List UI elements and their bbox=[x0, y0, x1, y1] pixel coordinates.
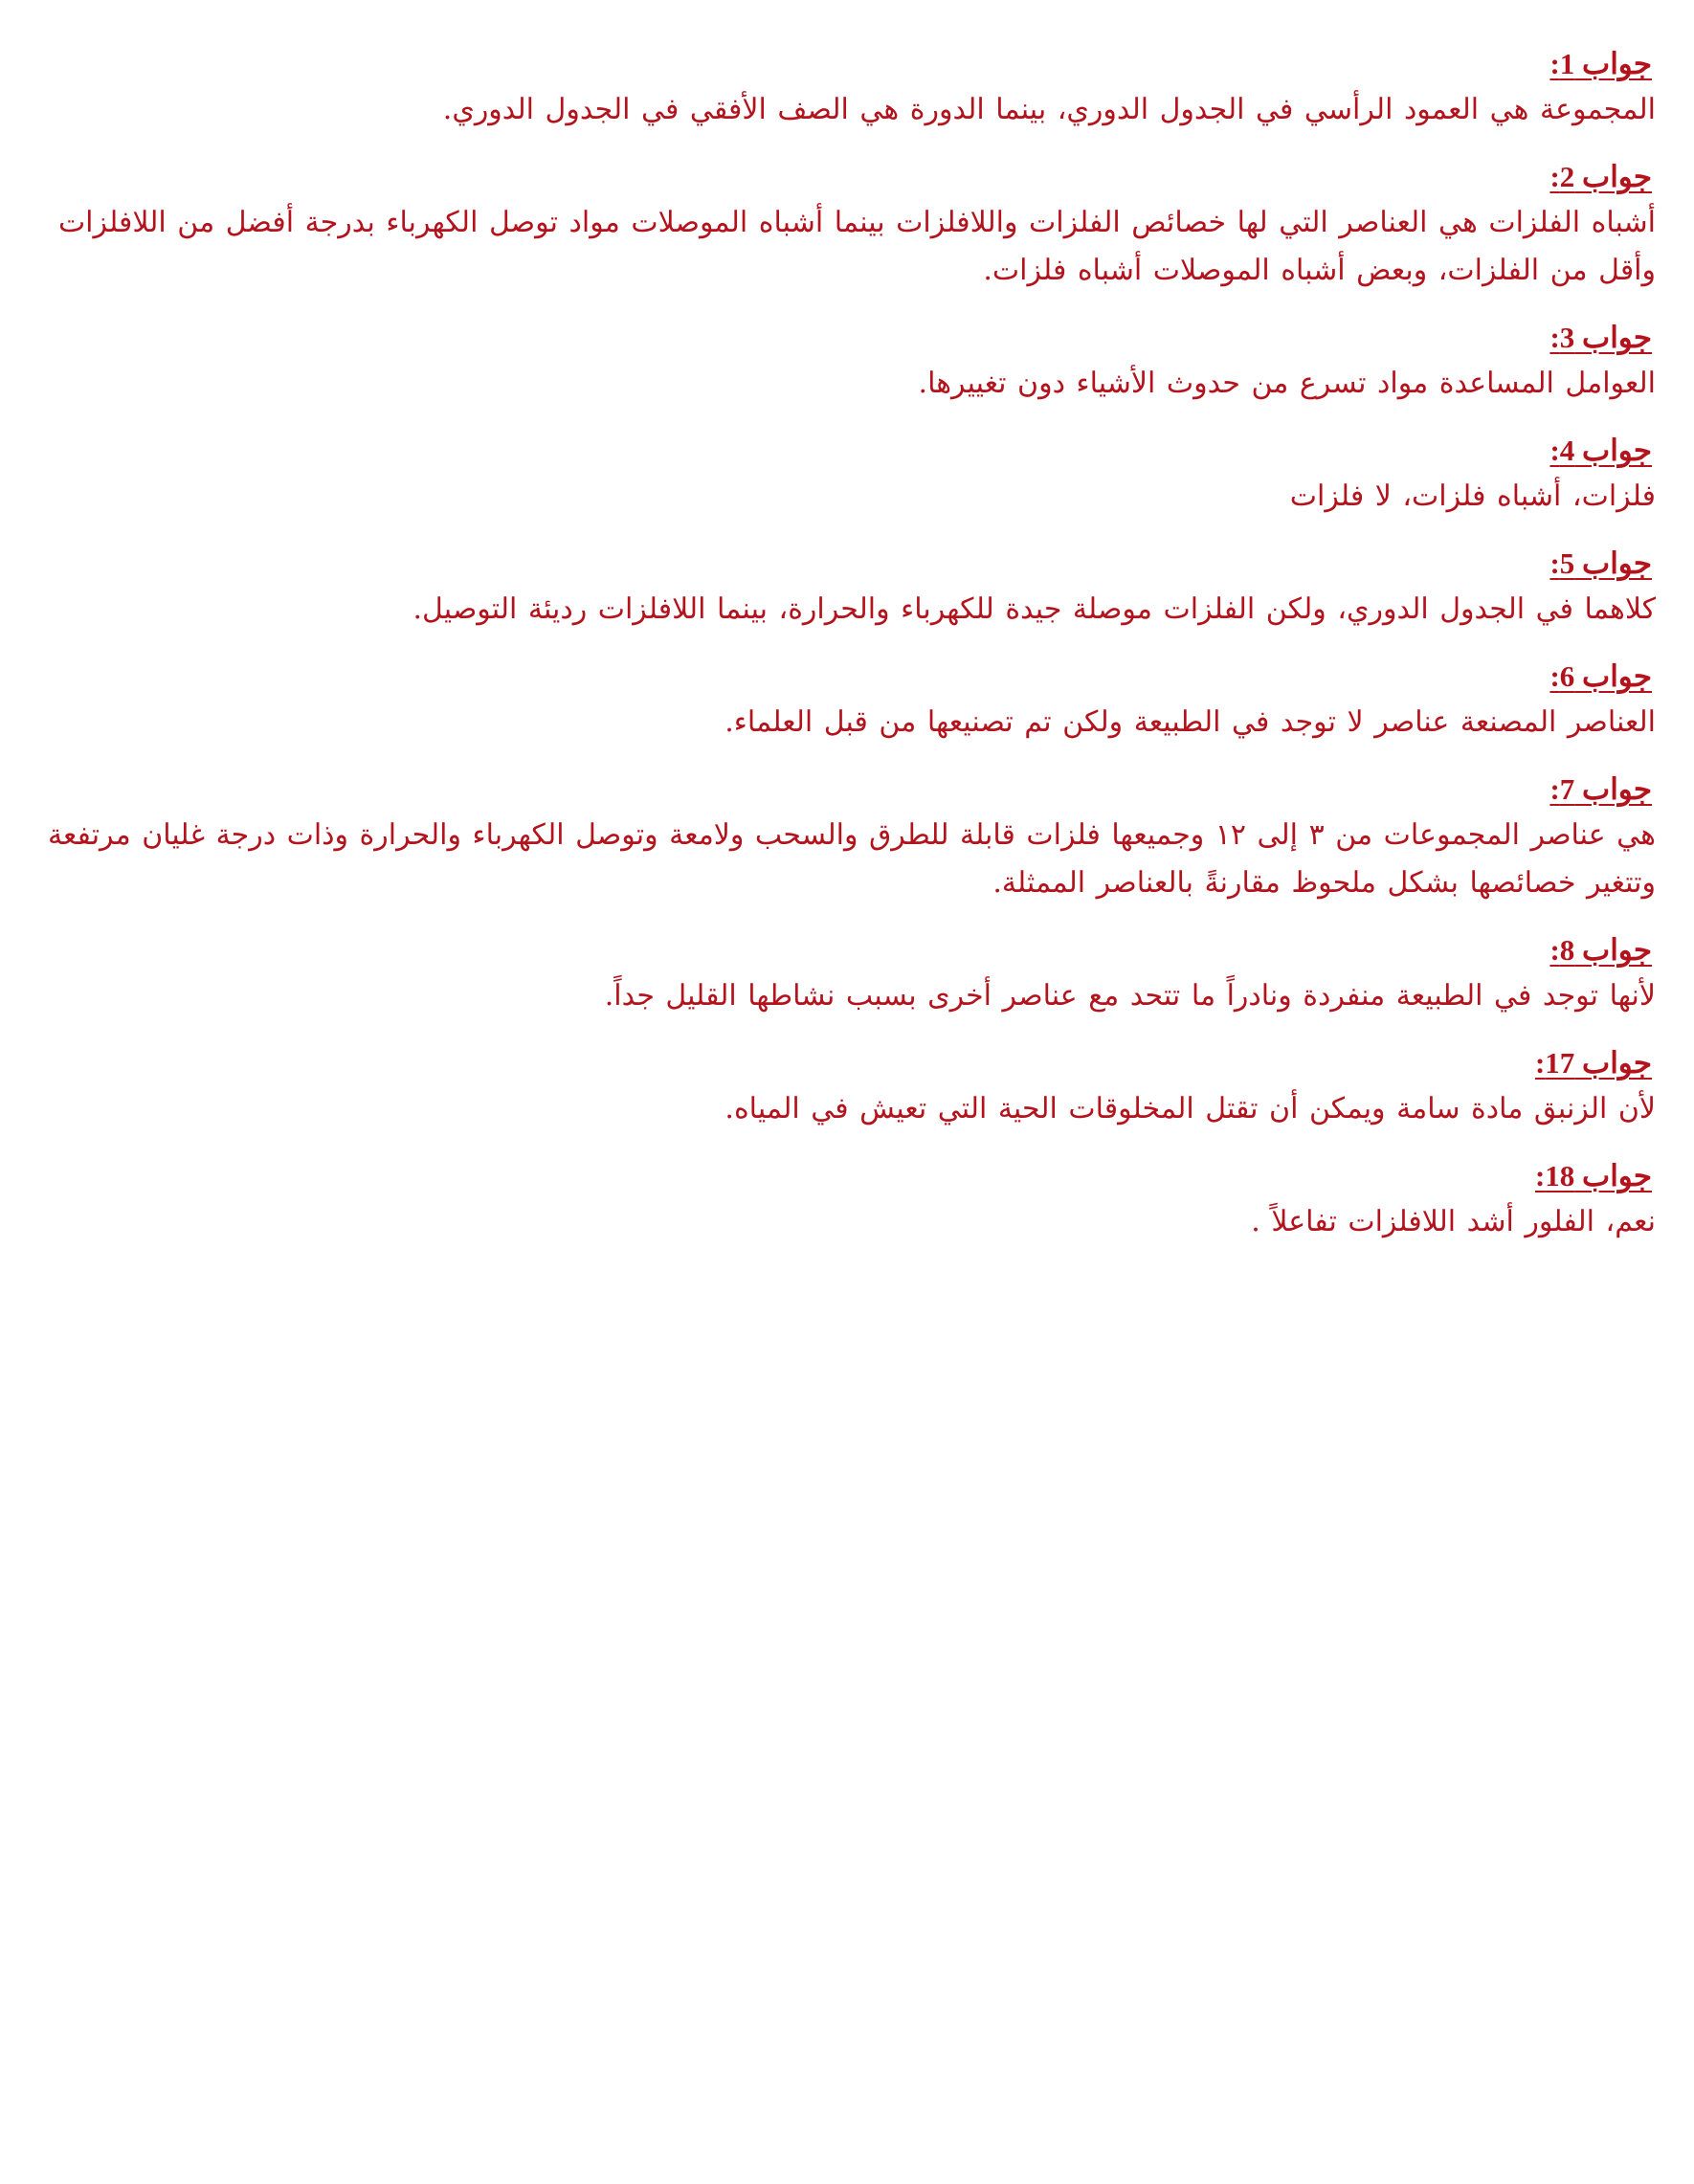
answer-2 bbox=[36, 155, 1656, 295]
answers-document bbox=[36, 42, 1656, 1267]
answer-text: نعم، الفلور أشد اللافلزات تفاعلاً . bbox=[1251, 1205, 1656, 1238]
answer-text: أشباه الفلزات هي العناصر التي لها خصائص الفلزات واللافلزات بينما أشباه الموصلات مواد توصل الكهرباء بدرجة أفضل من اللافلزات وأقل من الفلزات، وبعض أشباه الموصلات أشباه فلزات. bbox=[57, 206, 1656, 287]
answer-6 bbox=[36, 655, 1656, 747]
answer-1 bbox=[36, 42, 1656, 134]
answer-heading: جواب 17: bbox=[1534, 1046, 1652, 1080]
answer-heading: جواب 1: bbox=[1549, 47, 1652, 80]
answer-4 bbox=[36, 429, 1656, 521]
answer-text: لأنها توجد في الطبيعة منفردة ونادراً ما تتحد مع عناصر أخرى بسبب نشاطها القليل جداً. bbox=[604, 979, 1656, 1013]
answer-3 bbox=[36, 316, 1656, 408]
answer-text: العناصر المصنعة عناصر لا توجد في الطبيعة ولكن تم تصنيعها من قبل العلماء. bbox=[724, 705, 1656, 739]
answer-8 bbox=[36, 928, 1656, 1020]
answer-7 bbox=[36, 768, 1656, 907]
answer-heading: جواب 7: bbox=[1549, 772, 1652, 806]
answer-text: كلاهما في الجدول الدوري، ولكن الفلزات موصلة جيدة للكهرباء والحرارة، بينما اللافلزات رديئة التوصيل. bbox=[412, 592, 1656, 626]
answer-text: هي عناصر المجموعات من ٣ إلى ١٢ وجميعها فلزات قابلة للطرق والسحب ولامعة وتوصل الكهرباء والحرارة وذات درجة غليان مرتفعة وتتغير خصائصها بشكل ملحوظ مقارنةً بالعناصر الممثلة. bbox=[47, 818, 1656, 900]
answer-18 bbox=[36, 1154, 1656, 1246]
answer-text: العوامل المساعدة مواد تسرع من حدوث الأشياء دون تغييرها. bbox=[918, 367, 1656, 400]
answer-heading: جواب 2: bbox=[1549, 160, 1652, 193]
answer-text: فلزات، أشباه فلزات، لا فلزات bbox=[1289, 479, 1656, 513]
answer-heading: جواب 18: bbox=[1534, 1159, 1652, 1192]
answer-text: لأن الزنبق مادة سامة ويمكن أن تقتل المخلوقات الحية التي تعيش في المياه. bbox=[724, 1092, 1656, 1125]
answer-heading: جواب 8: bbox=[1549, 933, 1652, 967]
answer-17 bbox=[36, 1041, 1656, 1133]
answer-heading: جواب 3: bbox=[1549, 321, 1652, 354]
answer-heading: جواب 6: bbox=[1549, 659, 1652, 693]
answer-5 bbox=[36, 542, 1656, 634]
answer-heading: جواب 5: bbox=[1549, 546, 1652, 580]
answer-heading: جواب 4: bbox=[1549, 434, 1652, 467]
answer-text: المجموعة هي العمود الرأسي في الجدول الدوري، بينما الدورة هي الصف الأفقي في الجدول الدوري. bbox=[442, 93, 1656, 126]
